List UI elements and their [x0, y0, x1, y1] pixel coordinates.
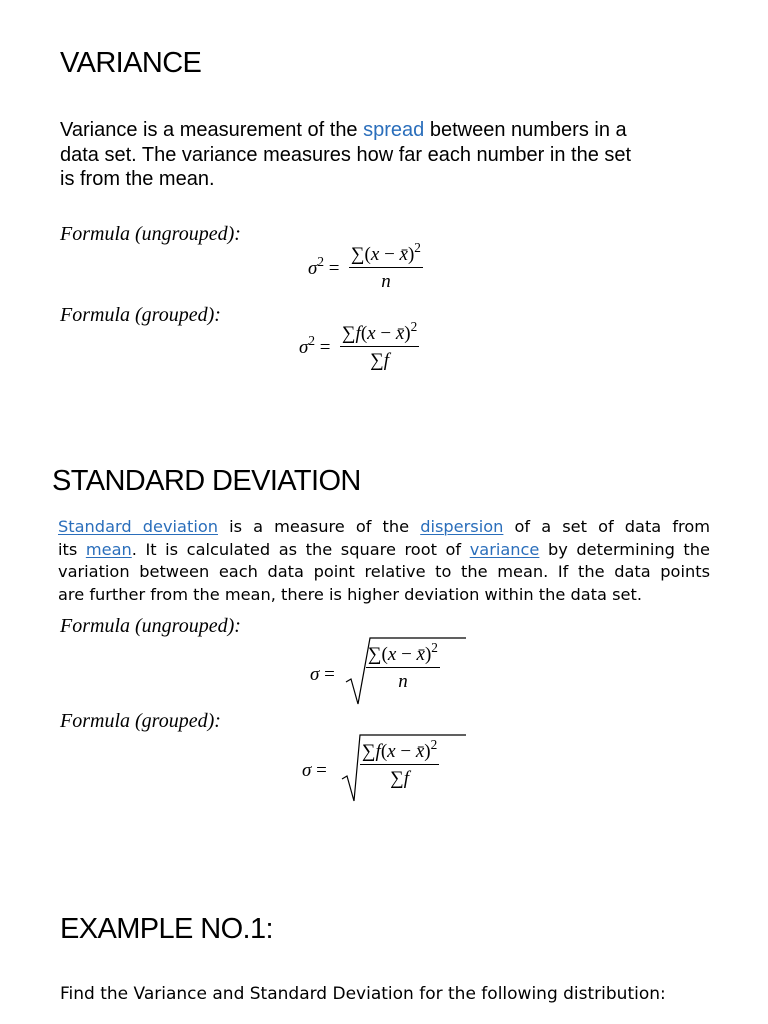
variance-formula-ungrouped: $\sigma^2$ = $\frac{\sum(x - x̄)^2}{n}$ — [308, 240, 421, 292]
variance-formula-grouped: $\sigma^2$ = $\frac{\sum f(x - x̄)^2}{\sum f}$ — [299, 319, 418, 371]
spread-link[interactable]: spread — [363, 119, 425, 141]
example-instruction: Find the Variance and Standard Deviation for the following distribution: — [60, 984, 666, 1004]
std-dev-formula-ungrouped: σ = $\frac{\sum(x - x̄)^2}{n}$ — [310, 636, 470, 708]
std-dev-text-d: . It is calculated as the square root of — [131, 539, 470, 559]
std-dev-formula-ungrouped-label: Formula (ungrouped): — [60, 615, 241, 637]
std-dev-description — [58, 516, 710, 606]
variance-text-post: between numbers in a — [424, 119, 627, 141]
variance-text-line3: is from the mean. — [60, 168, 215, 190]
std-dev-text-e: by determining the — [539, 539, 711, 559]
std-dev-formula-grouped-label: Formula (grouped): — [60, 710, 221, 732]
std-dev-formula-grouped: σ = $\frac{\sum f(x - x̄)^2}{\sum f}$ — [302, 733, 472, 805]
variance-link[interactable]: variance — [469, 539, 540, 559]
mean-link[interactable]: mean — [85, 539, 132, 559]
dispersion-link[interactable]: dispersion — [420, 517, 504, 536]
variance-heading: VARIANCE — [60, 47, 202, 79]
variance-formula-grouped-label: Formula (grouped): — [60, 304, 221, 326]
std-dev-text-line3: variation between each data point relative to the mean. If the data points — [58, 562, 710, 581]
std-dev-text-b: of a set of data from — [503, 517, 710, 536]
example-heading: EXAMPLE NO.1: — [60, 913, 273, 945]
variance-text-pre: Variance is a measurement of the — [60, 119, 364, 141]
std-dev-text-line4: are further from the mean, there is higher deviation within the data set. — [58, 584, 642, 604]
std-dev-text-c: its — [58, 539, 86, 559]
variance-text-line2: data set. The variance measures how far each number in the set — [60, 143, 632, 166]
standard-deviation-link[interactable]: Standard deviation — [58, 517, 218, 536]
std-dev-text-a: is a measure of the — [217, 517, 421, 536]
variance-description — [60, 118, 631, 192]
std-dev-heading: STANDARD DEVIATION — [52, 465, 361, 497]
variance-formula-ungrouped-label: Formula (ungrouped): — [60, 223, 241, 245]
